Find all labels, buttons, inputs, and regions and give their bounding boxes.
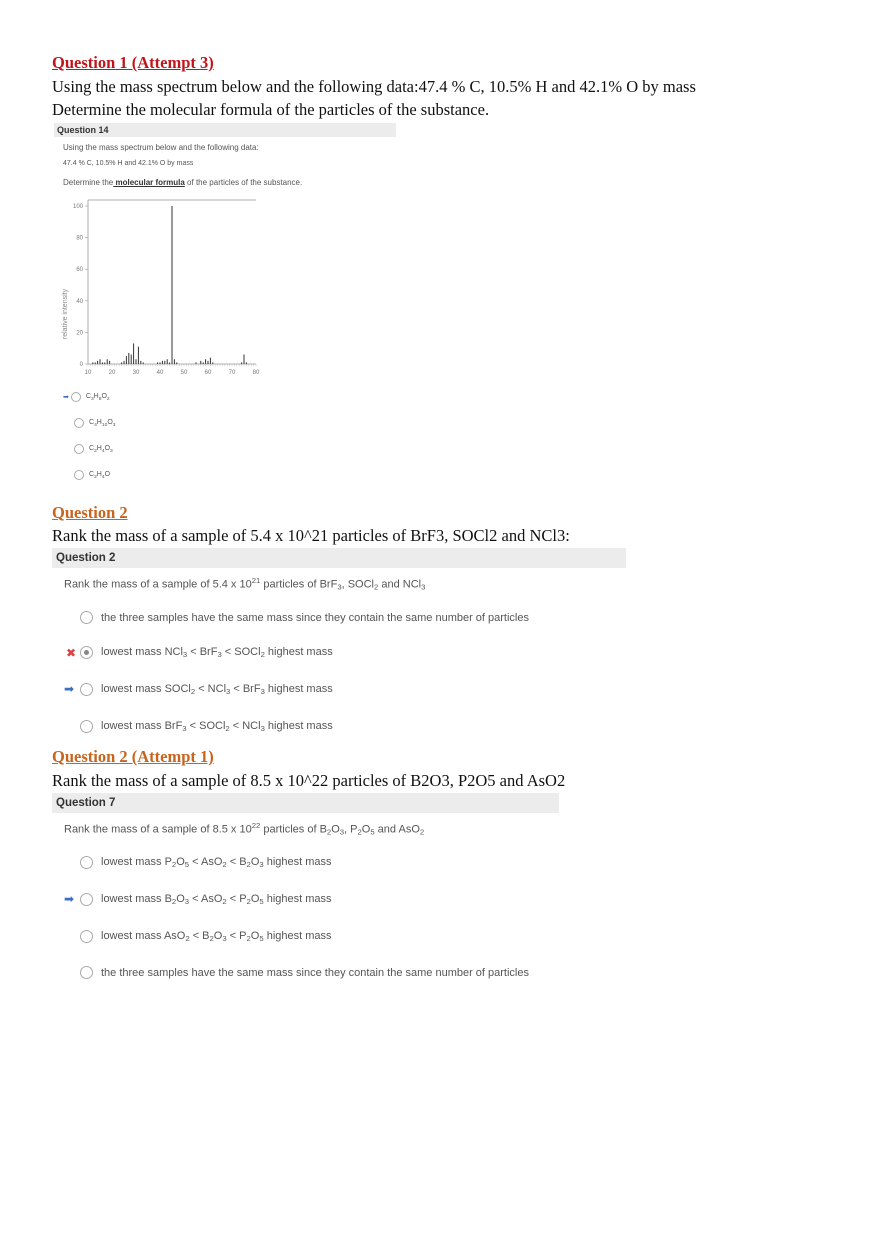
q14-option-1[interactable] — [63, 392, 110, 402]
question-1-heading: Question 1 (Attempt 3) — [52, 53, 214, 72]
arrow-right-icon: ➡ — [63, 393, 69, 401]
screenshot-text-2: 47.4 % C, 10.5% H and 42.1% O by mass — [63, 160, 194, 167]
x-tick-label: 10 — [84, 370, 92, 376]
radio-button[interactable] — [80, 611, 93, 624]
radio-button[interactable] — [80, 856, 93, 869]
option-text: lowest mass $P_2O_5 < AsO_2 < B_2O_3$ highest mass — [101, 856, 332, 869]
question-1-text-2: Determine the molecular formula of the particles of the substance. — [52, 100, 490, 119]
q7-option-4[interactable] — [80, 966, 529, 979]
y-axis-label: relative intensity — [62, 288, 69, 340]
x-tick-label: 30 — [132, 370, 140, 376]
arrow-right-icon: ➡ — [64, 682, 75, 696]
question-2-text: Rank the mass of a sample of 5.4 x 10^21 particles of BrF3, SOCl2 and NCl3: — [52, 526, 570, 545]
q7-option-1[interactable] — [80, 856, 332, 869]
question-2-heading: Question 2 — [52, 503, 128, 522]
x-mark-icon: ✖ — [66, 646, 77, 660]
screenshot-text-1: Using the mass spectrum below and the following data: — [63, 143, 259, 152]
y-tick-label: 0 — [79, 362, 83, 368]
option-text: the three samples have the same mass since they contain the same number of particles — [101, 966, 529, 979]
y-tick-label: 20 — [76, 330, 83, 337]
radio-button[interactable] — [71, 392, 81, 402]
radio-button[interactable] — [74, 444, 84, 454]
q7-option-3[interactable] — [80, 930, 332, 943]
q7-option-2[interactable] — [80, 893, 332, 906]
y-tick-label: 80 — [76, 235, 83, 242]
q2-option-1[interactable]: the three samples have the same mass since they contain the same number of particles — [80, 611, 529, 624]
radio-button[interactable] — [80, 683, 93, 696]
option-text: lowest mass $B_2O_3 < AsO_2 < P_2O_5$ highest mass — [101, 893, 332, 906]
y-tick-label: 60 — [76, 267, 83, 274]
x-tick-label: 50 — [180, 370, 188, 376]
q14-option-3[interactable] — [63, 444, 113, 454]
screenshot-title: Question 2 — [52, 548, 626, 568]
radio-button[interactable] — [80, 720, 93, 733]
q2-option-2[interactable]: lowest mass NCl$_3$ < BrF$_3$ < SOCl$_2$ highest mass — [80, 646, 333, 659]
radio-button[interactable] — [80, 966, 93, 979]
y-tick-label: 100 — [72, 204, 83, 210]
radio-button[interactable] — [80, 893, 93, 906]
formula-text: $C_3H_8O_2$ — [85, 392, 110, 402]
formula-text: $C_4H_{10}O_3$ — [89, 418, 116, 428]
q7-prompt: Rank the mass of a sample of 8.5 x $10^{22}$ particles of $B_2O_3$, $P_2O_5$ and AsO$_2$ — [64, 821, 425, 837]
x-tick-label: 20 — [108, 370, 116, 376]
radio-button-selected[interactable] — [80, 646, 93, 659]
option-text: lowest mass $AsO_2 < B_2O_3 < P_2O_5$ highest mass — [101, 930, 332, 943]
question-3-text: Rank the mass of a sample of 8.5 x 10^22 particles of B2O3, P2O5 and AsO2 — [52, 771, 566, 790]
formula-text: $C_2H_4O_3$ — [89, 444, 113, 454]
q2-option-4[interactable]: lowest mass BrF$_3$ < SOCl$_2$ < NCl$_3$ highest mass — [80, 720, 333, 733]
question-3-heading: Question 2 (Attempt 1) — [52, 747, 214, 766]
x-tick-label: 70 — [228, 370, 236, 376]
radio-button[interactable] — [80, 930, 93, 943]
screenshot-text-3: Determine the molecular formula of the particles of the substance. — [63, 178, 303, 187]
mass-spectrum-chart — [60, 194, 264, 380]
radio-button[interactable] — [74, 470, 84, 480]
q2-option-3[interactable]: lowest mass SOCl$_2$ < NCl$_3$ < BrF$_3$ highest mass — [80, 683, 333, 696]
x-tick-label: 60 — [204, 370, 212, 376]
q2-prompt: Rank the mass of a sample of 5.4 x $10^{21}$ particles of BrF$_3$, SOCl$_2$ and NCl$_3$ — [64, 576, 426, 592]
arrow-right-icon: ➡ — [64, 892, 75, 906]
question-1-text-1: Using the mass spectrum below and the following data:47.4 % C, 10.5% H and 42.1% O by mass — [52, 77, 696, 96]
q14-option-2[interactable] — [63, 418, 116, 428]
x-tick-label: 80 — [252, 370, 260, 376]
q14-option-4[interactable] — [63, 470, 110, 480]
formula-text: $C_2H_4O$ — [89, 470, 111, 480]
y-tick-label: 40 — [76, 298, 83, 305]
molecular-formula-link: molecular formula — [113, 178, 185, 187]
x-tick-label: 40 — [156, 370, 164, 376]
screenshot-title: Question 14 — [54, 123, 396, 137]
screenshot-title: Question 7 — [52, 793, 559, 813]
radio-button[interactable] — [74, 418, 84, 428]
